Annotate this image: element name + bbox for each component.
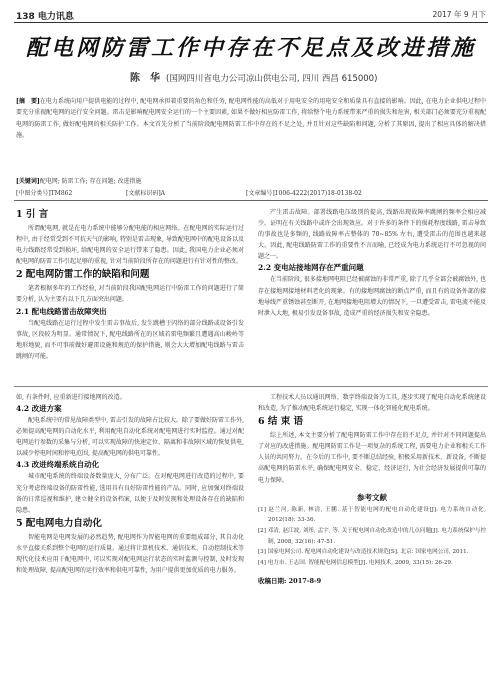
author-name: 陈 华: [130, 73, 160, 84]
keywords-text: 配电网; 防雷工作; 存在问题; 改进措施: [39, 178, 142, 185]
paragraph: 如, 有条件时, 应重新进行接地网的改造。: [16, 394, 126, 401]
subsection-heading: 2.1 配电线路雷击故障突出: [16, 306, 107, 316]
paragraph: 笔者根据多年的工作经验, 对当前阶段我国配电网运行中防雷工作的问题进行了简要分析, 认为主要有以下几方面突出问题。: [16, 285, 244, 304]
section-heading: 2 配电网防雷工作的缺陷和问题: [16, 269, 150, 281]
paragraph: 所谓配电网, 就是在电力系统中能够分配电能的相应网络。在配电网的实际运行过程中, 由于经常受到不可抗天气的影响, 特别是雷击现象, 导致配电网中的配电设备以及电力线路经常受到损坏, 给配电网的安全运行带来了隐患。因此, 我国电力企业必须对配电网的防雷工作引起足够的重视, 针对当前阶段所存在的问题进行有针对性的整改。: [16, 225, 244, 266]
running-header-page: 138 电力讯息: [16, 12, 74, 22]
page-split-rule: [14, 386, 488, 387]
abstract: [16, 96, 486, 141]
paragraph: 产生雷击故障。部署线路电压级别的提高, 线路出现故障率跳闸的频率会相应减少。证明在有关线路中或许会出现效应。对于许多的条件下的损耗程度线路, 雷击导致的事故也是多频的, 线路故障率占整体的 70~85% 左右, 遭受雷击的范围也越来越大。因此, 配电线路防雷工作的重要性不言而喻, 已经成为电力系统运行不可忽视的问题之一。: [258, 209, 486, 261]
paragraph: 工程技术人员以通讯网络、数字终端设备为工具, 逐步实现了配电自动化系统建设和改造, 为了推动配电系统运行稳定, 实现一体化智能化配电系统。: [258, 394, 486, 413]
keywords-label: [关键词]: [16, 178, 40, 185]
received-date: 收稿日期: 2017-8-9: [258, 577, 322, 586]
paragraph: 城市配电系统的终端设备数量庞大, 分布广泛。在对配电网进行改造的过程中, 要充分考虑终端设备的防雷性能, 选用具有良好防雷性能的产品。同时, 应加强对终端设备的日常巡视和维护, 建立健全的设备档案, 以便于及时发现和处理设备存在的缺陷和隐患。: [16, 473, 244, 514]
section-heading: 6 结 束 语: [258, 416, 304, 428]
paragraph: 综上所述, 本文主要分析了配电网防雷工作中存在的不足点, 并针对不同问题提出了对应的改进措施。配电网防雷工作是一项复杂的系统工程, 需要电力企业和相关工作人员的共同努力。在今后的工作中, 要不断总结经验, 积极采用新技术、新设备, 不断提高配电网的防雷水平, 确保配电网安全、稳定、经济运行, 为社会经济发展提供可靠的电力保障。: [258, 432, 486, 484]
column-top-right: [258, 207, 486, 319]
reference-item: [1] 赵兰河, 陈新, 林清, 王鹏. 基于智能电网的配电自动化建设[J]. 电力系统自动化, 2012(18): 33-36.: [258, 506, 486, 524]
column-bottom-right: [258, 392, 486, 587]
reference-item: [2] 邓清, 赵江波, 刘彤, 孟宇, 等. 关于配电网自动化改造中的几点问题[J]. 电力系统保护与控制, 2008, 32(16): 47-51.: [258, 527, 486, 545]
subsection-heading: 2.2 变电站接地网存在严重问题: [258, 263, 364, 273]
clc-number: [中图分类号]TM862: [16, 190, 73, 197]
paragraph: 智能电网是电网发展的必然趋势, 配电网作为智能电网的重要组成部分, 其自动化水平直接关系到整个电网的运行质量。通过将计算机技术、通信技术、自动控制技术等现代化技术应用于配电网中, 可以实现对配电网运行状态的实时监测与控制, 及时发现和处理故障, 提高配电网的运行效率和供电可靠性, 为用户提供更加优质的电力服务。: [16, 533, 245, 575]
keywords: [16, 176, 486, 185]
references-title: 参考文献: [357, 492, 387, 502]
running-header-date: 2017 年 9 月下: [432, 10, 486, 19]
section-heading: 1 引 言: [16, 209, 49, 220]
section-heading: 5 配电网电力自动化: [16, 517, 102, 529]
column-top-left: [16, 207, 244, 362]
paragraph: 在当前阶段, 很多接地网电阻已经被腐蚀的非常严重, 除了几乎全部会被腐蚀外, 也存在接地网接地材料老化的现象。有的接地网腐蚀的断点严重, 而且有的设备外部的接地导线严重锈蚀甚至断开, 在地网接地电阻增大的情况下, 一旦遭受雷击, 雷电流不能及时泄入大地, 极易引发设备事故, 造成严重的经济损失和安全隐患。: [258, 276, 486, 317]
author-affiliation: (国网四川省电力公司凉山供电公司, 四川 西昌 615000): [166, 74, 378, 84]
abstract-text: 在电力系统向用户提供电能的过程中, 配电网承担着重要的角色和任务, 配电网性能的高低对于用电安全的用电安全和质量具有直接的影响。因此, 在电力企业供电过程中要充分重视配电网的运行安全问题。雷击是影响配电网安全运行的一个主要因素, 如果不做好相应防雷工作, 将给整个电力系统带来严重的损失和危害, 相关部门必须要充分重视配电网的防雷工作, 做好配电网的相关防护工作。本文首先分析了当前阶段配电网防雷工作中存在的不足之处, 并且针对这些缺陷和问题, 分析了其原因, 提出了相应具体的解决措施。: [16, 98, 486, 139]
paragraph: 当配电线路在运行过程中发生雷击事故后, 发生跳槽于闪络的部分线路或设备引发事故, 区段较为明显。通常情况下, 配电线路所在的区域若雷电频繁且遭遇高山峻岭等地形地貌, 而不可事前做好避雷设施和规范的保护措施, 则会大大增加配电线路与雷击跳闸的可能。: [16, 319, 244, 360]
reference-item: [3] 国家电网公司. 配电网自动化建设与改造技术规范[S]. 北京: 国家电网公司, 2011.: [258, 549, 469, 556]
meta-rule: [14, 200, 488, 201]
subsection-heading: 4.3 改进终端系统自动化: [16, 460, 100, 470]
header-rule: [14, 22, 488, 23]
column-bottom-left: [16, 392, 244, 576]
author-line: [130, 69, 377, 84]
paragraph: 配电系统中的常见故障类型中, 雷击引发的故障占比较大。除了要做好防雷工作外, 必须提高配电网的自动化水平, 利用配电自动化系统对配电网进行实时监控。通过对配电网运行参数的采集与分析, 可以实现故障的快速定位、隔离和非故障区域的恢复供电, 以减少停电时间和停电范围, 提高配电网的供电可靠性。: [16, 417, 244, 458]
subsection-heading: 4.2 改进方案: [16, 404, 62, 414]
abstract-label: [摘 要]: [16, 98, 40, 105]
doc-code: [文献标识码]A: [126, 190, 166, 197]
article-id: [文章编号]1006-4222(2017)18-0138-02: [246, 190, 362, 197]
article-title: 配电网防雷工作中存在不足点及改进措施: [25, 35, 476, 61]
reference-item: [4] 电力市. 王志国. 智能配电网信息模型[J]. 电网技术, 2009, 33(15): 26-29.: [258, 559, 453, 566]
